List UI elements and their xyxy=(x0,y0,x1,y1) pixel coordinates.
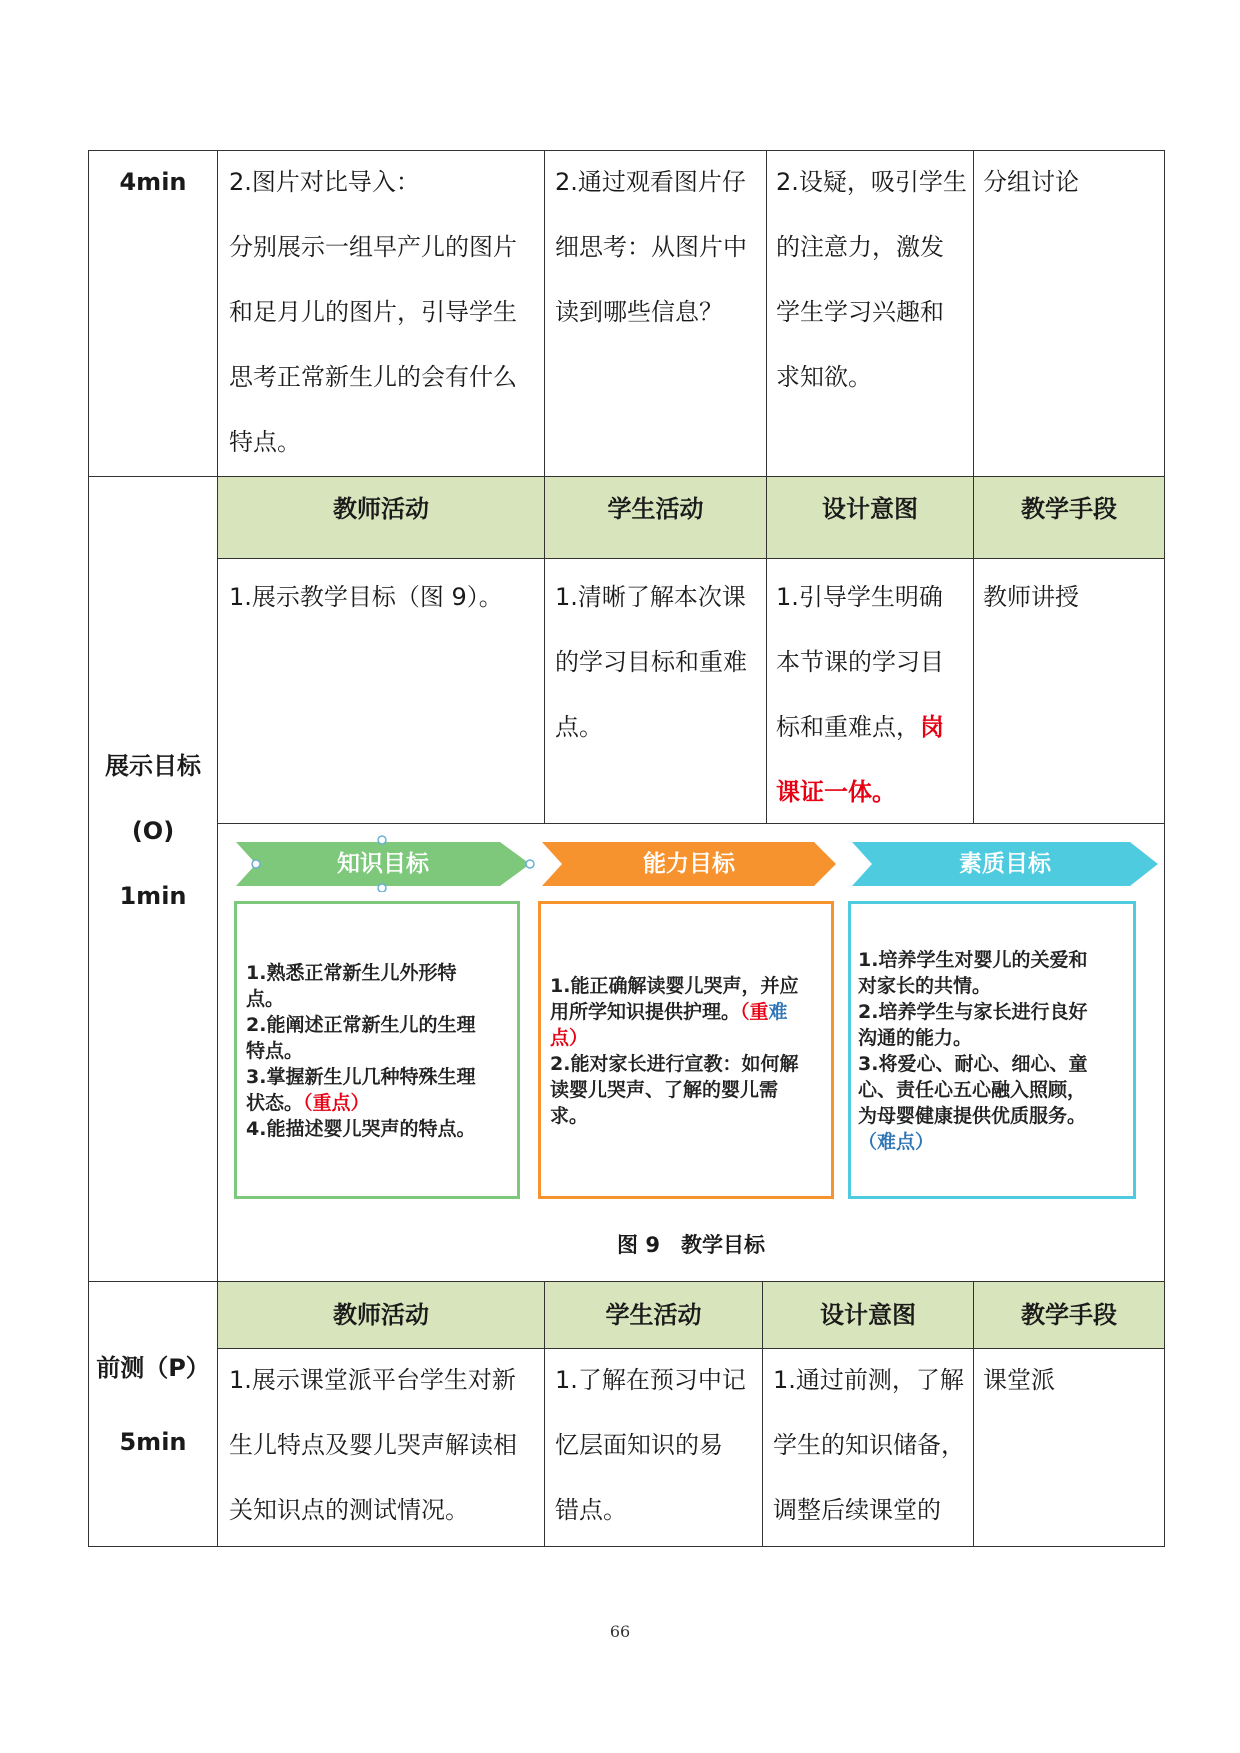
objective-line: 特点。 xyxy=(246,1040,304,1062)
teacher-line: 分别展示一组早产儿的图片 xyxy=(229,233,517,261)
objective-line: 点。 xyxy=(246,988,285,1010)
objective-line: 3.掌握新生儿几种特殊生理 xyxy=(246,1066,476,1088)
objective-line: 4.能描述婴儿哭声的特点。 xyxy=(246,1118,476,1140)
objective-line: 用所学知识提供护理。（重难 xyxy=(550,1001,788,1023)
knowledge-items xyxy=(246,960,514,1142)
quality-items xyxy=(858,947,1134,1155)
student-line: 2.通过观看图片仔 xyxy=(555,168,746,196)
header-teacher-activity: 教师活动 xyxy=(333,1301,429,1329)
objective-line: （难点） xyxy=(858,1131,935,1153)
intent-line: 1.引导学生明确 xyxy=(776,583,943,611)
header-teacher-activity: 教师活动 xyxy=(333,495,429,523)
intent-highlight: 课证一体。 xyxy=(776,778,896,806)
intent-line-text: 标和重难点， xyxy=(776,713,920,741)
intent-highlight: 岗 xyxy=(920,713,944,741)
header-teaching-method: 教学手段 xyxy=(1021,1301,1117,1329)
objective-line: 2.培养学生与家长进行良好 xyxy=(858,1001,1088,1023)
intent-line: 学生学习兴趣和 xyxy=(776,298,944,326)
objective-line: 心、责任心五心融入照顾， xyxy=(858,1079,1087,1101)
objective-line: 沟通的能力。 xyxy=(858,1027,973,1049)
header-student-activity: 学生活动 xyxy=(607,495,704,523)
objective-line: 2.能阐述正常新生儿的生理 xyxy=(246,1014,476,1036)
teacher-line: 1.展示课堂派平台学生对新 xyxy=(229,1366,516,1394)
intent-line: 学生的知识储备， xyxy=(773,1431,965,1459)
teaching-method-cell: 教师讲授 xyxy=(983,583,1079,611)
teacher-line: 和足月儿的图片，引导学生 xyxy=(229,298,517,326)
section-label-line: 展示目标 xyxy=(105,752,201,780)
teacher-line: 特点。 xyxy=(229,428,301,456)
section-label-line: 前测（P） xyxy=(96,1354,210,1382)
section-label-line: 5min xyxy=(119,1428,187,1456)
student-line: 错点。 xyxy=(555,1496,627,1524)
objective-line: 1.培养学生对婴儿的关爱和 xyxy=(858,949,1088,971)
header-student-activity: 学生活动 xyxy=(605,1301,702,1329)
knowledge-title: 知识目标 xyxy=(337,851,429,877)
teacher-activity-cell: 1.展示教学目标（图 9）。 xyxy=(229,583,503,611)
student-line: 忆层面知识的易 xyxy=(555,1431,723,1459)
student-line: 1.清晰了解本次课 xyxy=(555,583,746,611)
student-line: 的学习目标和重难 xyxy=(555,648,747,676)
section-label-line: (O) xyxy=(131,817,175,845)
intent-line: 调整后续课堂的 xyxy=(773,1496,941,1524)
objective-line: 为母婴健康提供优质服务。 xyxy=(858,1105,1087,1127)
objective-line: 求。 xyxy=(550,1105,589,1127)
teaching-method-cell: 课堂派 xyxy=(983,1366,1055,1394)
figure-caption: 图 9 教学目标 xyxy=(617,1233,765,1257)
section-label-line: 1min xyxy=(119,882,187,910)
teacher-line: 生儿特点及婴儿哭声解读相 xyxy=(229,1431,517,1459)
quality-title: 素质目标 xyxy=(959,851,1051,877)
intent-line: 2.设疑，吸引学生 xyxy=(776,168,967,196)
student-line: 细思考：从图片中 xyxy=(555,233,747,261)
ability-title: 能力目标 xyxy=(643,851,735,877)
intent-line: 本节课的学习目 xyxy=(776,648,944,676)
time-cell: 4min xyxy=(119,168,187,196)
intent-line: 的注意力，激发 xyxy=(776,233,944,261)
teaching-method-cell: 分组讨论 xyxy=(983,168,1079,196)
header-teaching-method: 教学手段 xyxy=(1021,495,1117,523)
student-line: 点。 xyxy=(555,713,603,741)
intent-line: 求知欲。 xyxy=(776,363,872,391)
objective-line: 1.熟悉正常新生儿外形特 xyxy=(246,962,457,984)
page-number: 66 xyxy=(609,1622,631,1641)
header-design-intent: 设计意图 xyxy=(822,495,918,523)
key-point-tag: （重点） xyxy=(303,1092,370,1114)
objective-line: 3.将爱心、耐心、细心、童 xyxy=(858,1053,1088,1075)
teacher-line: 思考正常新生儿的会有什么 xyxy=(229,363,517,391)
objective-line: 点） xyxy=(550,1027,589,1049)
intent-line xyxy=(776,695,944,760)
objective-line: 对家长的共情。 xyxy=(858,975,992,997)
teacher-line: 关知识点的测试情况。 xyxy=(229,1496,469,1524)
student-line: 1.了解在预习中记 xyxy=(555,1366,746,1394)
ability-items xyxy=(550,973,830,1129)
header-design-intent: 设计意图 xyxy=(820,1301,916,1329)
objective-line: 2.能对家长进行宣教：如何解 xyxy=(550,1053,799,1075)
teacher-line: 2.图片对比导入： xyxy=(229,168,420,196)
objective-line: 读婴儿哭声、了解的婴儿需 xyxy=(550,1079,779,1101)
objective-line: 状态。（重点） xyxy=(246,1092,370,1114)
intent-line: 1.通过前测，了解 xyxy=(773,1366,964,1394)
objective-line: 1.能正确解读婴儿哭声，并应 xyxy=(550,975,799,997)
student-line: 读到哪些信息？ xyxy=(555,298,723,326)
